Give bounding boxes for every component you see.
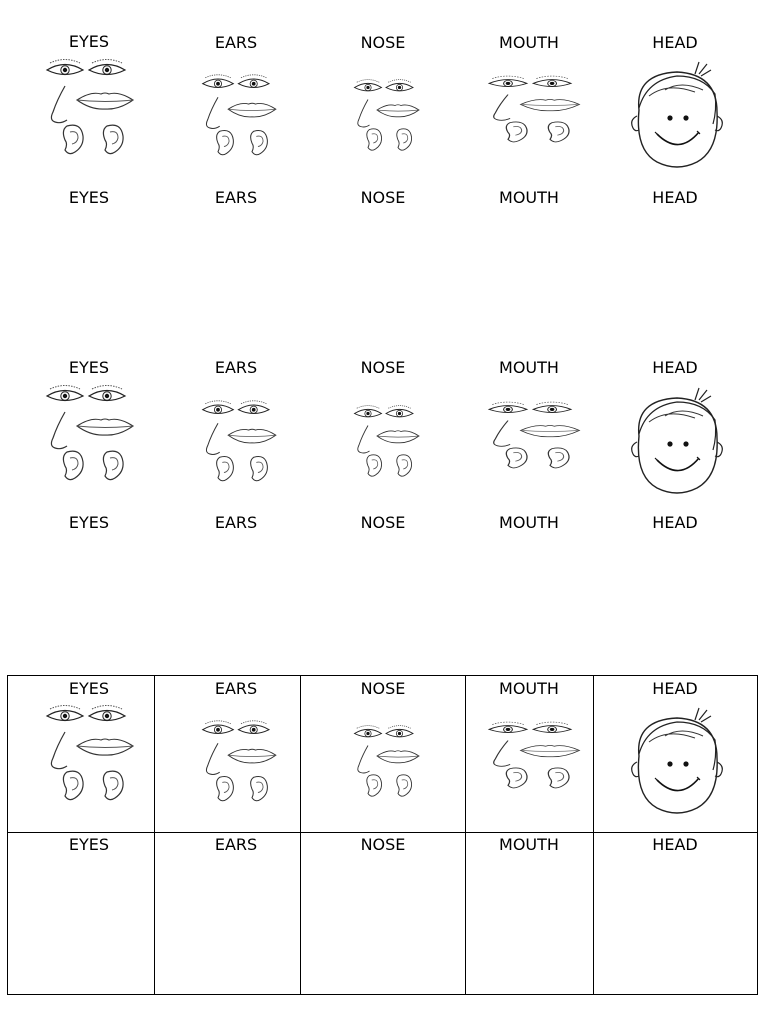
label-eyes: EYES xyxy=(68,188,110,207)
column-divider xyxy=(300,676,301,994)
label-eyes: EYES xyxy=(68,679,110,698)
face-parts-icon xyxy=(465,716,593,796)
boy-head-icon xyxy=(625,386,729,498)
label-ears: EARS xyxy=(214,358,258,377)
label-nose: NOSE xyxy=(360,33,406,52)
column-divider xyxy=(593,676,594,994)
label-nose: NOSE xyxy=(360,513,406,532)
label-mouth: MOUTH xyxy=(499,33,559,52)
label-eyes: EYES xyxy=(68,32,110,51)
label-mouth: MOUTH xyxy=(499,188,559,207)
face-parts-icon xyxy=(20,384,150,484)
face-parts-icon xyxy=(20,704,150,804)
label-nose: NOSE xyxy=(360,188,406,207)
row-divider xyxy=(8,832,757,833)
face-parts-icon xyxy=(180,708,290,816)
label-head: HEAD xyxy=(652,33,698,52)
face-parts-icon xyxy=(20,58,150,158)
face-parts-icon xyxy=(338,62,428,170)
label-ears: EARS xyxy=(214,835,258,854)
boy-head-icon xyxy=(625,60,729,172)
label-nose: NOSE xyxy=(360,679,406,698)
label-mouth: MOUTH xyxy=(499,835,559,854)
label-head: HEAD xyxy=(652,358,698,377)
label-mouth: MOUTH xyxy=(499,679,559,698)
column-divider xyxy=(154,676,155,994)
label-head: HEAD xyxy=(652,513,698,532)
label-ears: EARS xyxy=(214,188,258,207)
label-mouth: MOUTH xyxy=(499,513,559,532)
label-ears: EARS xyxy=(214,679,258,698)
face-parts-icon xyxy=(338,708,428,816)
label-head: HEAD xyxy=(652,679,698,698)
label-mouth: MOUTH xyxy=(499,358,559,377)
label-ears: EARS xyxy=(214,33,258,52)
label-ears: EARS xyxy=(214,513,258,532)
face-parts-icon xyxy=(338,388,428,496)
boy-head-icon xyxy=(625,706,729,818)
label-nose: NOSE xyxy=(360,358,406,377)
label-eyes: EYES xyxy=(68,513,110,532)
label-head: HEAD xyxy=(652,188,698,207)
face-parts-icon xyxy=(465,396,593,476)
label-head: HEAD xyxy=(652,835,698,854)
label-eyes: EYES xyxy=(68,835,110,854)
face-parts-icon xyxy=(180,62,290,170)
face-parts-icon xyxy=(465,70,593,150)
face-parts-icon xyxy=(180,388,290,496)
label-eyes: EYES xyxy=(68,358,110,377)
label-nose: NOSE xyxy=(360,835,406,854)
